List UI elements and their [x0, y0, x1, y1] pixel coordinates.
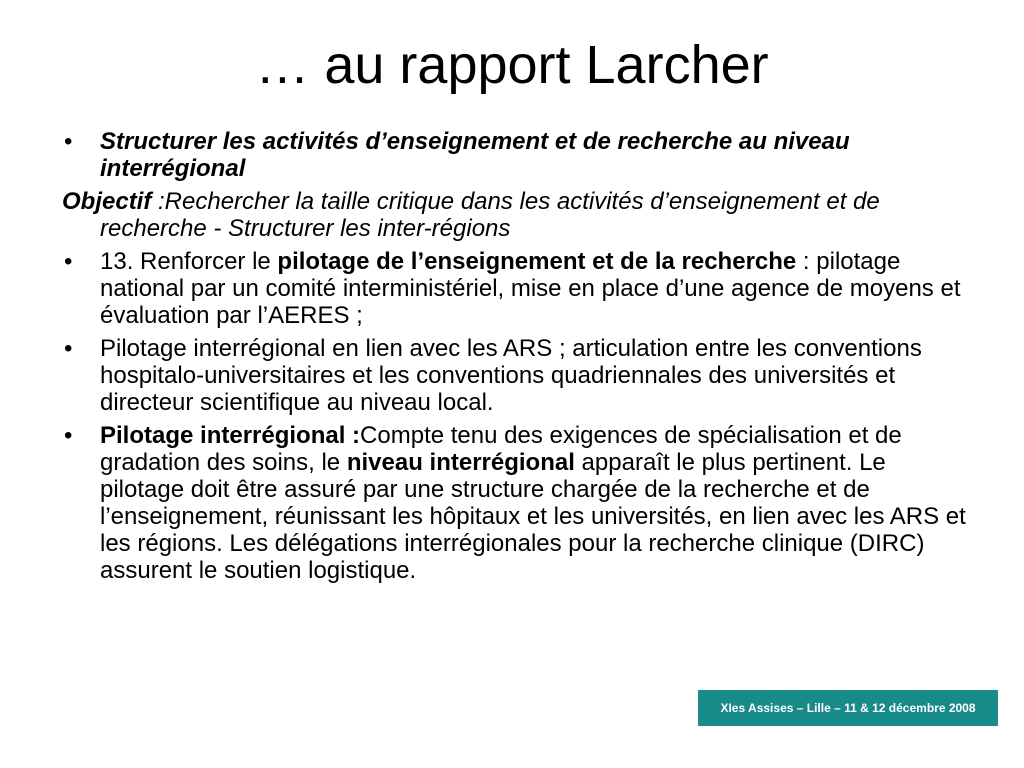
slide-body [62, 128, 972, 590]
bullet-text-bold-2: niveau interrégional [346, 449, 575, 476]
slide-title: … au rapport Larcher [255, 35, 769, 95]
bullet-icon: • [64, 422, 73, 449]
bullet-item-structurer [62, 128, 972, 182]
bullet-text-bold: pilotage de l’enseignement et de la recherche [277, 248, 797, 275]
bullet-text-2: apparaît le plus pertinent. Le pilotage doit être assuré par une structure chargée de la recherche et de l’enseignement, réunissant les hôpitaux et les universités, en lien avec les ARS et les régions. Les délégations interrégionales pour la recherche clinique (DIRC) assurent le soutien logistique. [100, 449, 966, 584]
bullet-text-pre: 13. Renforcer le [100, 248, 278, 275]
bullet-text-1: Compte tenu des exigences de spécialisation et de gradation des soins, le [100, 422, 902, 476]
objective-paragraph [62, 188, 972, 242]
bullet-item-renforcer [62, 248, 972, 329]
bullet-item-text: Pilotage interrégional en lien avec les ARS ; articulation entre les conventions hospitalo-universitaires et les conventions quadriennales des universités et directeur scientifique au niveau local. [100, 335, 922, 416]
bullet-icon: • [64, 128, 73, 155]
bullet-text-bold-1: Pilotage interrégional : [100, 422, 361, 449]
bullet-item-pilotage-interregional [62, 422, 972, 584]
bullet-text-post: : pilotage national par un comité interministériel, mise en place d’une agence de moyens et évaluation par l’AERES ; [100, 248, 961, 329]
bullet-icon: • [64, 335, 73, 362]
bullet-icon: • [64, 248, 73, 275]
bullet-item-pilotage-ars [62, 335, 972, 416]
bullet-item-text: Structurer les activités d’enseignement et de recherche au niveau interrégional [100, 128, 850, 182]
objective-text: :Rechercher la taille critique dans les activités d’enseignement et de recherche - Structurer les inter-régions [100, 188, 880, 242]
objective-label: Objectif [62, 188, 152, 215]
footer-text: XIes Assises – Lille – 11 & 12 décembre 2008 [720, 701, 976, 715]
footer-banner [698, 690, 998, 726]
